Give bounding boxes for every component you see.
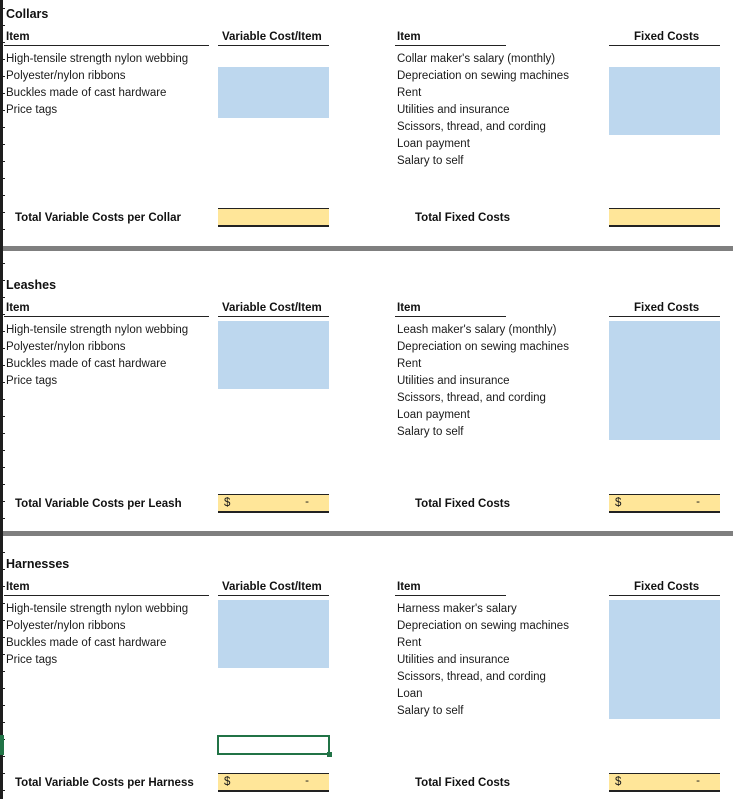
header-variable-cost: Variable Cost/Item xyxy=(222,581,322,593)
row-tick xyxy=(0,127,5,128)
variable-cost-inputs[interactable] xyxy=(218,67,329,118)
total-fixed-value: - xyxy=(696,775,700,787)
fixed-item-label: Utilities and insurance xyxy=(397,375,510,387)
header-fixed-costs: Fixed Costs xyxy=(634,302,700,314)
row-tick xyxy=(0,637,5,638)
row-tick xyxy=(0,569,5,570)
fixed-item-label: Harness maker's salary xyxy=(397,603,517,615)
total-fixed-value: - xyxy=(696,496,700,508)
variable-item-label: High-tensile strength nylon webbing xyxy=(6,603,189,615)
total-fixed-cell[interactable] xyxy=(609,208,720,227)
currency-symbol: $ xyxy=(224,776,231,788)
fixed-cost-inputs[interactable] xyxy=(609,67,720,135)
header-item-fixed: Item xyxy=(397,581,421,593)
header-fixed-costs: Fixed Costs xyxy=(634,31,700,43)
fixed-item-label: Depreciation on sewing machines xyxy=(397,341,569,353)
total-fixed-cell[interactable] xyxy=(609,773,720,792)
row-tick xyxy=(0,790,5,791)
row-tick xyxy=(0,178,5,179)
variable-item-label: High-tensile strength nylon webbing xyxy=(6,324,189,336)
fixed-item-label: Salary to self xyxy=(397,426,464,438)
row-tick xyxy=(0,144,5,145)
row-tick xyxy=(0,382,5,383)
total-variable-cell[interactable] xyxy=(218,773,329,792)
active-cell[interactable] xyxy=(217,735,330,755)
total-variable-label: Total Variable Costs per Harness xyxy=(15,777,194,789)
row-tick xyxy=(0,552,5,553)
row-tick xyxy=(0,280,5,281)
header-underline xyxy=(395,595,506,596)
section-divider xyxy=(3,246,733,251)
row-tick xyxy=(0,722,5,723)
header-variable-cost: Variable Cost/Item xyxy=(222,31,322,43)
header-underline xyxy=(4,45,209,46)
fixed-item-label: Rent xyxy=(397,358,422,370)
header-item: Item xyxy=(6,31,30,43)
fixed-item-label: Loan payment xyxy=(397,409,470,421)
header-underline xyxy=(4,316,209,317)
fixed-item-label: Salary to self xyxy=(397,705,464,717)
header-underline xyxy=(395,45,506,46)
fixed-item-label: Utilities and insurance xyxy=(397,654,510,666)
fixed-item-label: Loan xyxy=(397,688,423,700)
fixed-item-label: Salary to self xyxy=(397,155,464,167)
currency-symbol: $ xyxy=(615,776,622,788)
header-item: Item xyxy=(6,302,30,314)
section-title: Collars xyxy=(6,7,49,21)
row-tick xyxy=(0,671,5,672)
total-fixed-label: Total Fixed Costs xyxy=(415,498,510,510)
fixed-item-label: Collar maker's salary (monthly) xyxy=(397,53,556,65)
currency-symbol: $ xyxy=(224,497,231,509)
header-variable-cost: Variable Cost/Item xyxy=(222,302,322,314)
header-underline xyxy=(609,45,720,46)
section-title: Leashes xyxy=(6,278,57,292)
row-tick xyxy=(0,195,5,196)
row-tick xyxy=(0,484,5,485)
variable-item-label: Buckles made of cast hardware xyxy=(6,87,167,99)
row-tick xyxy=(0,229,5,230)
header-underline xyxy=(4,595,209,596)
row-tick xyxy=(0,42,5,43)
row-tick xyxy=(0,773,5,774)
variable-cost-inputs[interactable] xyxy=(218,321,329,389)
row-tick xyxy=(0,297,5,298)
variable-item-label: Polyester/nylon ribbons xyxy=(6,341,126,353)
header-item-fixed: Item xyxy=(397,302,421,314)
row-tick xyxy=(0,263,5,264)
row-tick xyxy=(0,756,5,757)
header-underline xyxy=(609,316,720,317)
row-tick xyxy=(0,586,5,587)
row-tick xyxy=(0,416,5,417)
header-fixed-costs: Fixed Costs xyxy=(634,581,700,593)
variable-item-label: High-tensile strength nylon webbing xyxy=(6,53,189,65)
header-item-fixed: Item xyxy=(397,31,421,43)
header-underline xyxy=(218,595,329,596)
row-tick xyxy=(0,705,5,706)
fixed-item-label: Rent xyxy=(397,87,422,99)
fixed-item-label: Leash maker's salary (monthly) xyxy=(397,324,557,336)
fill-handle[interactable] xyxy=(327,752,332,757)
header-underline xyxy=(609,595,720,596)
fixed-item-label: Loan payment xyxy=(397,138,470,150)
currency-symbol: $ xyxy=(615,497,622,509)
header-underline xyxy=(218,316,329,317)
row-tick xyxy=(0,331,5,332)
variable-item-label: Polyester/nylon ribbons xyxy=(6,70,126,82)
row-tick xyxy=(0,93,5,94)
total-variable-label: Total Variable Costs per Leash xyxy=(15,498,182,510)
fixed-cost-inputs[interactable] xyxy=(609,321,720,440)
row-tick xyxy=(0,365,5,366)
fixed-item-label: Utilities and insurance xyxy=(397,104,510,116)
row-tick xyxy=(0,450,5,451)
total-variable-cell[interactable] xyxy=(218,494,329,513)
row-tick xyxy=(0,467,5,468)
fixed-item-label: Rent xyxy=(397,637,422,649)
total-fixed-label: Total Fixed Costs xyxy=(415,777,510,789)
row-tick xyxy=(0,314,5,315)
header-underline xyxy=(395,316,506,317)
total-variable-value: - xyxy=(305,775,309,787)
fixed-item-label: Scissors, thread, and cording xyxy=(397,392,546,404)
variable-item-label: Polyester/nylon ribbons xyxy=(6,620,126,632)
total-variable-value: - xyxy=(305,496,309,508)
fixed-item-label: Scissors, thread, and cording xyxy=(397,671,546,683)
section-title: Harnesses xyxy=(6,557,70,571)
row-tick xyxy=(0,25,5,26)
active-row-marker xyxy=(0,735,4,755)
row-tick xyxy=(0,603,5,604)
row-tick xyxy=(0,76,5,77)
row-tick xyxy=(0,212,5,213)
header-underline xyxy=(218,45,329,46)
total-variable-label: Total Variable Costs per Collar xyxy=(15,212,181,224)
row-tick xyxy=(0,161,5,162)
variable-item-label: Price tags xyxy=(6,654,58,666)
total-fixed-cell[interactable] xyxy=(609,494,720,513)
header-item: Item xyxy=(6,581,30,593)
row-tick xyxy=(0,501,5,502)
total-fixed-label: Total Fixed Costs xyxy=(415,212,510,224)
variable-item-label: Price tags xyxy=(6,375,58,387)
variable-cost-inputs[interactable] xyxy=(218,600,329,668)
variable-item-label: Buckles made of cast hardware xyxy=(6,358,167,370)
row-tick xyxy=(0,8,5,9)
row-tick xyxy=(0,433,5,434)
fixed-item-label: Scissors, thread, and cording xyxy=(397,121,546,133)
variable-item-label: Price tags xyxy=(6,104,58,116)
row-tick xyxy=(0,110,5,111)
row-tick xyxy=(0,620,5,621)
row-tick xyxy=(0,399,5,400)
fixed-item-label: Depreciation on sewing machines xyxy=(397,70,569,82)
row-tick xyxy=(0,518,5,519)
total-variable-cell[interactable] xyxy=(218,208,329,227)
row-tick xyxy=(0,59,5,60)
variable-item-label: Buckles made of cast hardware xyxy=(6,637,167,649)
row-tick xyxy=(0,688,5,689)
row-tick xyxy=(0,348,5,349)
fixed-item-label: Depreciation on sewing machines xyxy=(397,620,569,632)
section-divider xyxy=(3,531,733,536)
fixed-cost-inputs[interactable] xyxy=(609,600,720,719)
row-tick xyxy=(0,654,5,655)
